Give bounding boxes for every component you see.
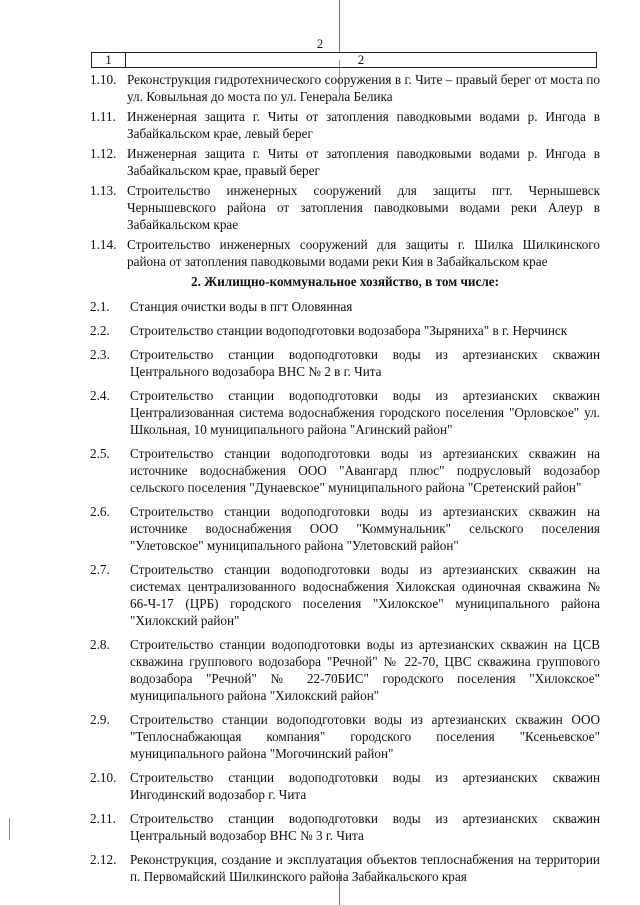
list-item: [90, 503, 600, 554]
item-text: Инженерная защита г. Читы от затопления паводковыми водами р. Ингода в Забайкальском крае, левый берег: [127, 109, 600, 141]
item-text: Станция очистки воды в пгт Оловянная: [130, 299, 353, 314]
item-text: Строительство станции водоподготовки воды из артезианских скважин Ингодинский водозабор г. Чита: [130, 770, 600, 802]
item-text: Строительство станции водоподготовки воды из артезианских скважин Центрального водозабора ВНС № 2 в г. Чита: [130, 347, 600, 379]
item-number: 2.12.: [90, 852, 117, 867]
list-item: [90, 851, 600, 885]
list-item: [90, 445, 600, 496]
item-number: 1.10.: [90, 72, 117, 87]
list-item: [90, 182, 600, 233]
item-number: 1.12.: [90, 146, 117, 161]
page-number: 2: [316, 36, 324, 51]
document-body: [90, 71, 600, 892]
section-1-items: [90, 71, 600, 270]
item-text: Строительство инженерных сооружений для защиты г. Шилка Шилкинского района от затопления паводковыми водами реки Кия в Забайкальском крае: [127, 237, 600, 269]
item-number: 2.9.: [90, 712, 110, 727]
list-item: [90, 711, 600, 762]
item-number: 1.14.: [90, 237, 117, 252]
item-number: 2.6.: [90, 504, 110, 519]
column-header-2: 2: [126, 53, 597, 68]
list-item: [90, 71, 600, 105]
column-header-table: [91, 52, 597, 68]
list-item: [90, 108, 600, 142]
item-number: 1.13.: [90, 183, 117, 198]
list-item: [90, 810, 600, 844]
list-item: [90, 145, 600, 179]
item-number: 2.11.: [90, 811, 116, 826]
item-text: Строительство станции водоподготовки воды из артезианских скважин на системах централизованного водоснабжения Хилокская одиночная скважина № 66-Ч-17 (ЦРБ) городского поселения "Хилокское" муниципального района "Хилокский район": [130, 562, 600, 628]
list-item: [90, 769, 600, 803]
item-text: Реконструкция гидротехнического сооружения в г. Чите – правый берег от моста по ул. Ковыльная до моста по ул. Генерала Белика: [127, 72, 600, 104]
item-text: Реконструкция, создание и эксплуатация объектов теплоснабжения на территории п. Первомайский Шилкинского района Забайкальского края: [130, 852, 600, 884]
item-number: 2.4.: [90, 388, 110, 403]
list-item: [90, 636, 600, 704]
item-text: Инженерная защита г. Читы от затопления паводковыми водами р. Ингода в Забайкальском крае, правый берег: [127, 146, 600, 178]
list-item: [90, 387, 600, 438]
item-text: Строительство станции водоподготовки водозабора "Зыряниха" в г. Нерчинск: [130, 323, 568, 338]
item-number: 1.11.: [90, 109, 116, 124]
item-number: 2.8.: [90, 637, 110, 652]
item-text: Строительство станции водоподготовки воды из артезианских скважин Централизованная система водоснабжения городского поселения "Орловское" ул. Школьная, 10 муниципального района "Агинский район": [130, 388, 600, 437]
item-text: Строительство станции водоподготовки воды из артезианских скважин на источнике водоснабжения ООО "Авангард плюс" подрусловый водозабор сельского поселения "Дунаевское" муниципального района "Сретенский район": [130, 446, 600, 495]
item-text: Строительство станции водоподготовки воды из артезианских скважин Центральный водозабор ВНС № 3 г. Чита: [130, 811, 600, 843]
column-header-1: 1: [92, 53, 126, 68]
item-number: 2.5.: [90, 446, 110, 461]
list-item: [90, 346, 600, 380]
item-number: 2.1.: [90, 299, 110, 314]
scan-edge-mark: [9, 818, 10, 840]
item-text: Строительство станции водоподготовки воды из артезианских скважин на ЦСВ скважина группового водозабора "Речной" № 22-70, ЦВС скважина группового водозабора "Речной" № 22-70БИС" городского поселения "Хилокское" муниципального района "Хилокский район": [130, 637, 600, 703]
item-number: 2.3.: [90, 347, 110, 362]
section-2-heading: 2. Жилищно-коммунальное хозяйство, в том числе:: [190, 274, 500, 289]
item-number: 2.10.: [90, 770, 117, 785]
item-text: Строительство инженерных сооружений для защиты пгт. Чернышевск Чернышевского района от затопления паводковыми водами реки Алеур в Забайкальском крае: [127, 183, 600, 232]
section-2-items: [90, 298, 600, 885]
list-item: [90, 236, 600, 270]
item-number: 2.2.: [90, 323, 110, 338]
item-text: Строительство станции водоподготовки воды из артезианских скважин ООО "Теплоснабжающая компания" городского поселения "Ксеньевское" муниципального района "Могочинский район": [130, 712, 600, 761]
list-item: [90, 561, 600, 629]
list-item: [90, 298, 600, 315]
item-number: 2.7.: [90, 562, 110, 577]
list-item: [90, 322, 600, 339]
item-text: Строительство станции водоподготовки воды из артезианских скважин на источнике водоснабжения ООО "Коммунальник" сельского поселения "Улетовское" муниципального района "Улетовский район": [130, 504, 600, 553]
